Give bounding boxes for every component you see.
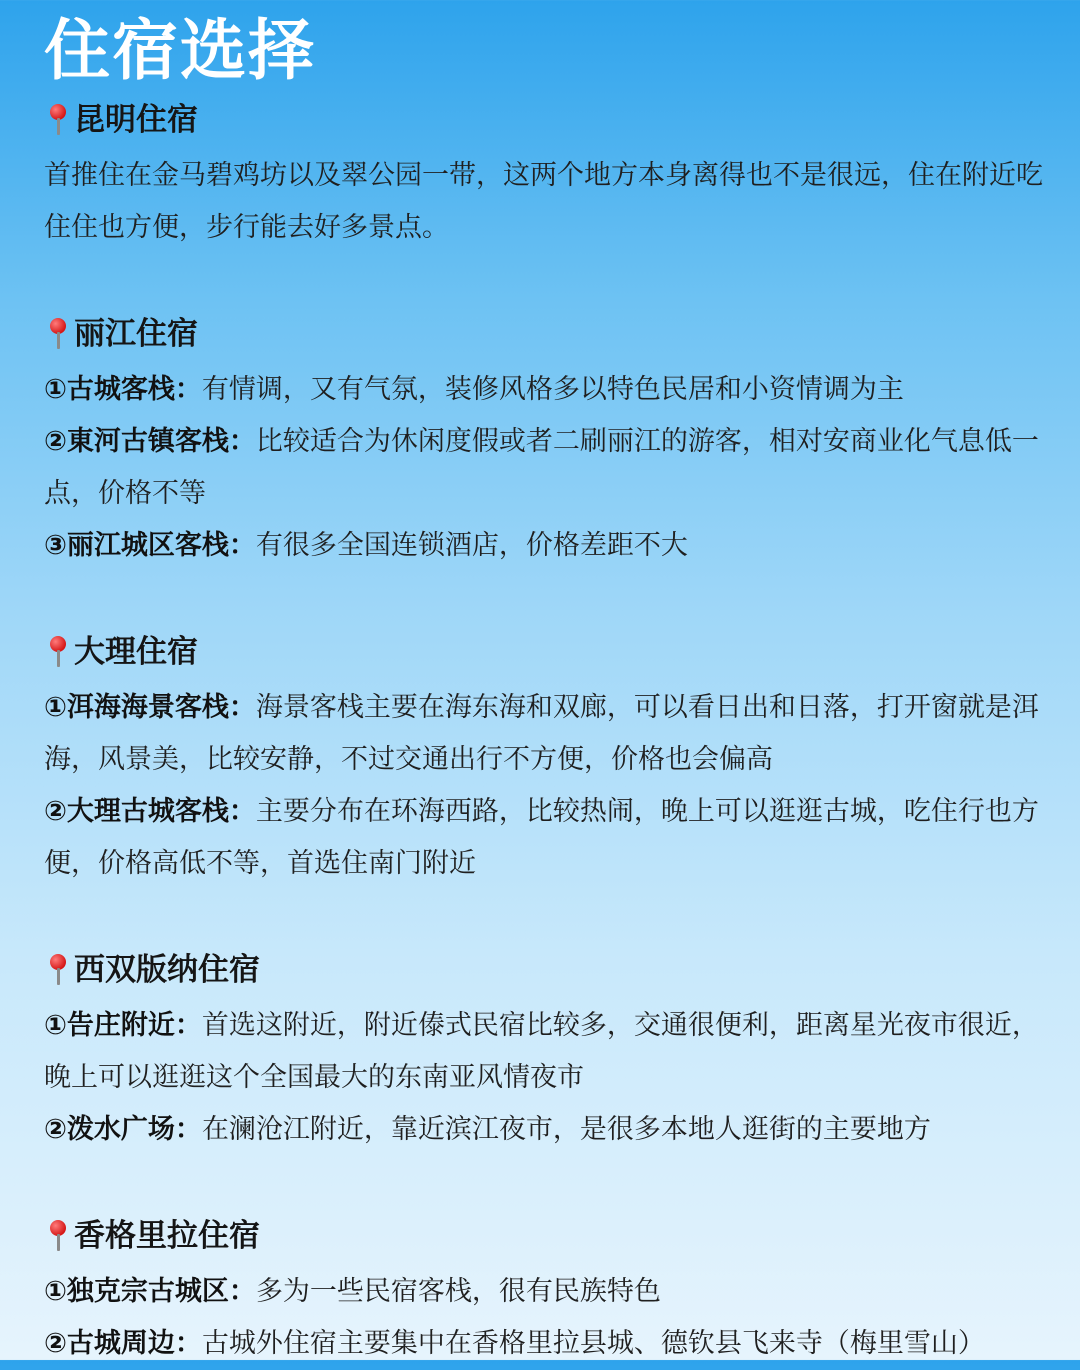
list-item bbox=[44, 1104, 1054, 1156]
item-text: 比较适合为休闲度假或者二刷丽江的游客，相对安商业化气息低一点，价格不等 bbox=[44, 426, 1039, 509]
section-heading bbox=[44, 98, 1054, 142]
section-heading bbox=[44, 948, 1054, 992]
item-label: ②泼水广场： bbox=[44, 1114, 202, 1145]
item-text: 海景客栈主要在海东海和双廊，可以看日出和日落，打开窗就是洱海，风景美，比较安静，不过交通出行不方便，价格也会偏高 bbox=[44, 692, 1039, 775]
item-text: 古城外住宿主要集中在香格里拉县城、德钦县飞来寺（梅里雪山） bbox=[201, 1328, 985, 1359]
section-heading-label: 丽江住宿 bbox=[74, 316, 198, 352]
section-xishuangbanna bbox=[44, 948, 1054, 1156]
item-label: ②古城周边： bbox=[44, 1328, 202, 1359]
section-heading-label: 昆明住宿 bbox=[74, 102, 198, 138]
section-lijiang bbox=[44, 312, 1054, 572]
item-label: ①古城客栈： bbox=[44, 374, 202, 405]
section-kunming bbox=[44, 98, 1054, 254]
section-heading-label: 大理住宿 bbox=[74, 634, 198, 670]
list-item bbox=[44, 364, 1054, 416]
item-text: 主要分布在环海西路，比较热闹，晚上可以逛逛古城，吃住行也方便，价格高低不等，首选住南门附近 bbox=[44, 796, 1039, 879]
item-label: ①告庄附近： bbox=[44, 1010, 202, 1041]
map-pin-icon bbox=[44, 1214, 74, 1258]
item-text: 有情调，又有气氛，装修风格多以特色民居和小资情调为主 bbox=[201, 374, 904, 405]
list-item bbox=[44, 1266, 1054, 1318]
item-label: ②大理古城客栈： bbox=[44, 796, 256, 827]
section-heading-label: 香格里拉住宿 bbox=[74, 1218, 260, 1254]
list-item bbox=[44, 1000, 1054, 1104]
section-shangri-la bbox=[44, 1214, 1054, 1370]
map-pin-icon bbox=[44, 98, 74, 142]
map-pin-icon bbox=[44, 312, 74, 356]
list-item bbox=[44, 416, 1054, 520]
item-text: 首选这附近，附近傣式民宿比较多，交通很便利，距离星光夜市很近，晚上可以逛逛这个全国最大的东南亚风情夜市 bbox=[44, 1010, 1039, 1093]
page-title: 住宿选择 bbox=[44, 12, 316, 89]
section-heading-label: 西双版纳住宿 bbox=[74, 952, 260, 988]
item-text: 有很多全国连锁酒店，价格差距不大 bbox=[255, 530, 688, 561]
list-item bbox=[44, 1318, 1054, 1370]
item-label: ③丽江城区客栈： bbox=[44, 530, 256, 561]
section-heading bbox=[44, 312, 1054, 356]
map-pin-icon bbox=[44, 630, 74, 674]
list-item bbox=[44, 786, 1054, 890]
list-item bbox=[44, 682, 1054, 786]
item-label: ①洱海海景客栈： bbox=[44, 692, 256, 723]
item-text: 在澜沧江附近，靠近滨江夜市，是很多本地人逛街的主要地方 bbox=[201, 1114, 931, 1145]
item-text: 多为一些民宿客栈，很有民族特色 bbox=[255, 1276, 661, 1307]
section-heading bbox=[44, 630, 1054, 674]
section-heading bbox=[44, 1214, 1054, 1258]
section-dali bbox=[44, 630, 1054, 890]
map-pin-icon bbox=[44, 948, 74, 992]
item-label: ①独克宗古城区： bbox=[44, 1276, 256, 1307]
section-text: 首推住在金马碧鸡坊以及翠公园一带，这两个地方本身离得也不是很远，住在附近吃住住也方便，步行能去好多景点。 bbox=[44, 160, 1043, 243]
item-label: ②東河古镇客栈： bbox=[44, 426, 256, 457]
list-item bbox=[44, 520, 1054, 572]
